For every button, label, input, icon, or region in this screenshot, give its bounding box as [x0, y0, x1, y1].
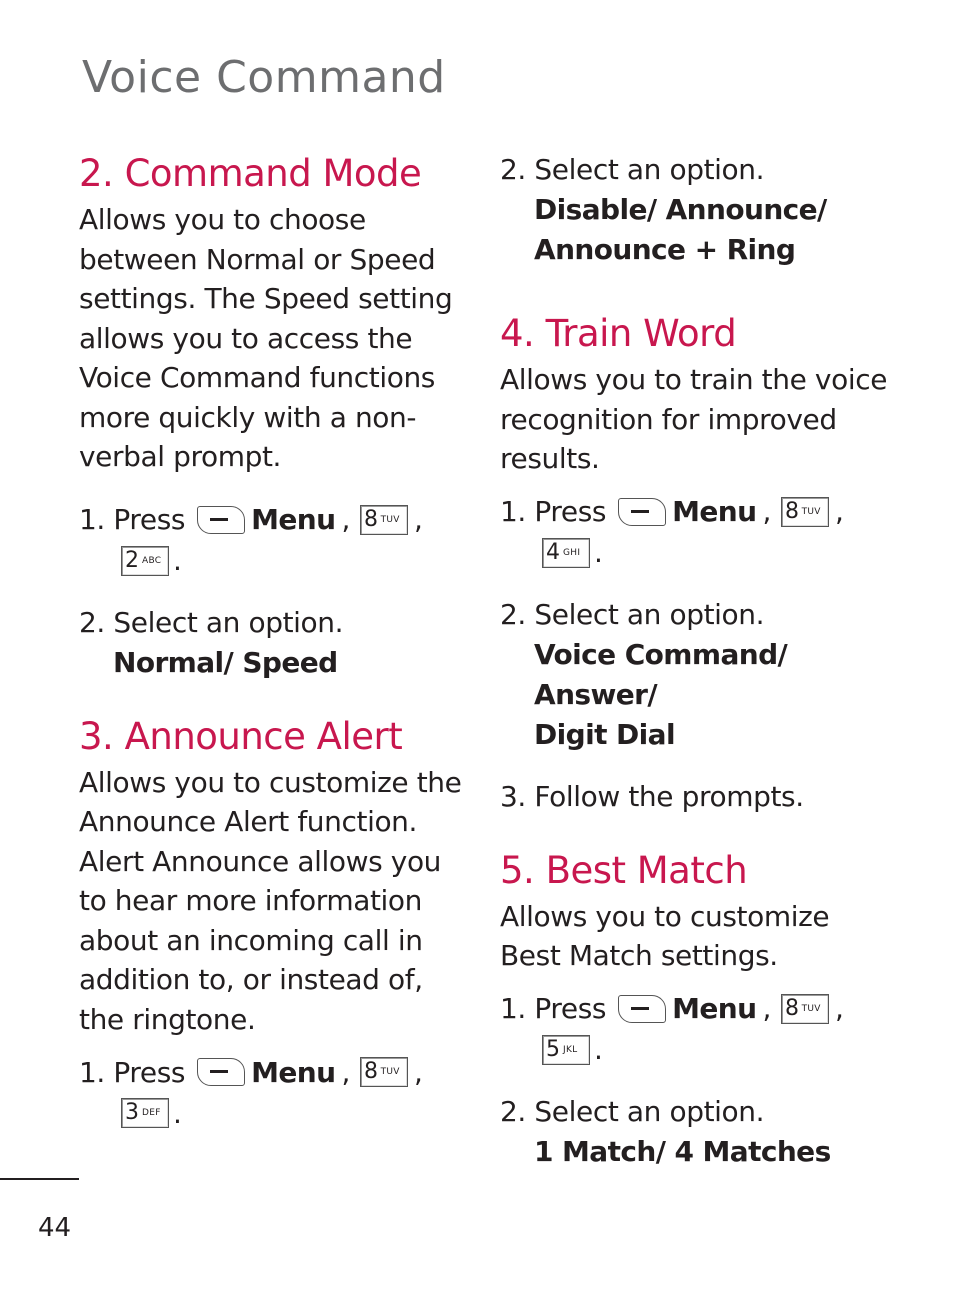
announce-alert-step-1-cont: 3 DEF . [79, 1093, 464, 1133]
section-command-mode [79, 150, 464, 683]
left-softkey-icon [618, 498, 666, 526]
key-8-icon: 8 TUV [360, 1057, 408, 1087]
key-8-icon: 8 TUV [360, 505, 408, 535]
left-softkey-icon [618, 995, 666, 1023]
command-mode-heading: 2. Command Mode [79, 152, 422, 195]
best-match-step-1-cont: 5 JKL . [500, 1030, 890, 1070]
announce-alert-step-2: 2. Select an option. [500, 153, 765, 186]
key-8-icon: 8 TUV [781, 497, 829, 527]
best-match-step-2: 2. Select an option. [500, 1094, 765, 1128]
command-mode-step-1: 1. Press Menu , 8 TUV , [79, 503, 423, 536]
train-word-description: Allows you to train the voice recognition for improved results. [500, 363, 888, 475]
menu-label: Menu [251, 1055, 336, 1089]
command-mode-step-2: 2. Select an option. [79, 605, 344, 639]
announce-alert-options-1: Disable/ Announce/ [534, 193, 827, 226]
announce-alert-step-1: 1. Press Menu , 8 TUV , [79, 1055, 423, 1089]
left-column [79, 150, 464, 1133]
footer-divider [0, 1178, 79, 1180]
key-3-icon: 3 DEF [121, 1098, 169, 1128]
left-softkey-icon [197, 506, 245, 534]
announce-alert-description: Allows you to customize the Announce Alert function. Alert Announce allows you to hear more information about an incoming call in addition to, or instead of, the ringtone. [79, 765, 462, 1036]
page-number: 44 [38, 1213, 72, 1243]
section-best-match [500, 847, 890, 1172]
train-word-step-2: 2. Select an option. [500, 597, 765, 631]
menu-label: Menu [672, 992, 757, 1025]
section-announce-alert [79, 713, 464, 1134]
menu-label: Menu [251, 503, 336, 536]
announce-alert-continued [500, 150, 890, 270]
page-title: Voice Command [82, 52, 446, 103]
train-word-options-2: Digit Dial [534, 717, 675, 751]
announce-alert-heading: 3. Announce Alert [79, 714, 403, 758]
best-match-step-1: 1. Press Menu , 8 TUV , [500, 992, 844, 1025]
key-2-icon: 2 ABC [121, 546, 169, 576]
train-word-step-3: 3. Follow the prompts. [500, 779, 804, 813]
best-match-options: 1 Match/ 4 Matches [534, 1134, 831, 1168]
announce-alert-options-2: Announce + Ring [534, 233, 796, 266]
best-match-description: Allows you to customize Best Match settings. [500, 899, 830, 972]
command-mode-options: Normal/ Speed [113, 645, 338, 679]
key-8-icon: 8 TUV [781, 994, 829, 1024]
command-mode-step-1-cont: 2 ABC . [79, 541, 464, 581]
command-mode-description: Allows you to choose between Normal or Speed settings. The Speed setting allows you to access the Voice Command functions more quickly with a non-verbal prompt. [79, 203, 453, 473]
step-press-label: 1. Press [79, 503, 186, 536]
train-word-heading: 4. Train Word [500, 312, 737, 355]
menu-label: Menu [672, 495, 757, 528]
train-word-step-1-cont: 4 GHI . [500, 533, 890, 573]
left-softkey-icon [197, 1058, 245, 1086]
right-column [500, 150, 890, 1172]
best-match-heading: 5. Best Match [500, 848, 748, 892]
section-train-word [500, 310, 890, 817]
train-word-options-1: Voice Command/ Answer/ [534, 637, 788, 711]
train-word-step-1: 1. Press Menu , 8 TUV , [500, 495, 844, 528]
key-4-icon: 4 GHI [542, 538, 590, 568]
key-5-icon: 5 JKL [542, 1035, 590, 1065]
